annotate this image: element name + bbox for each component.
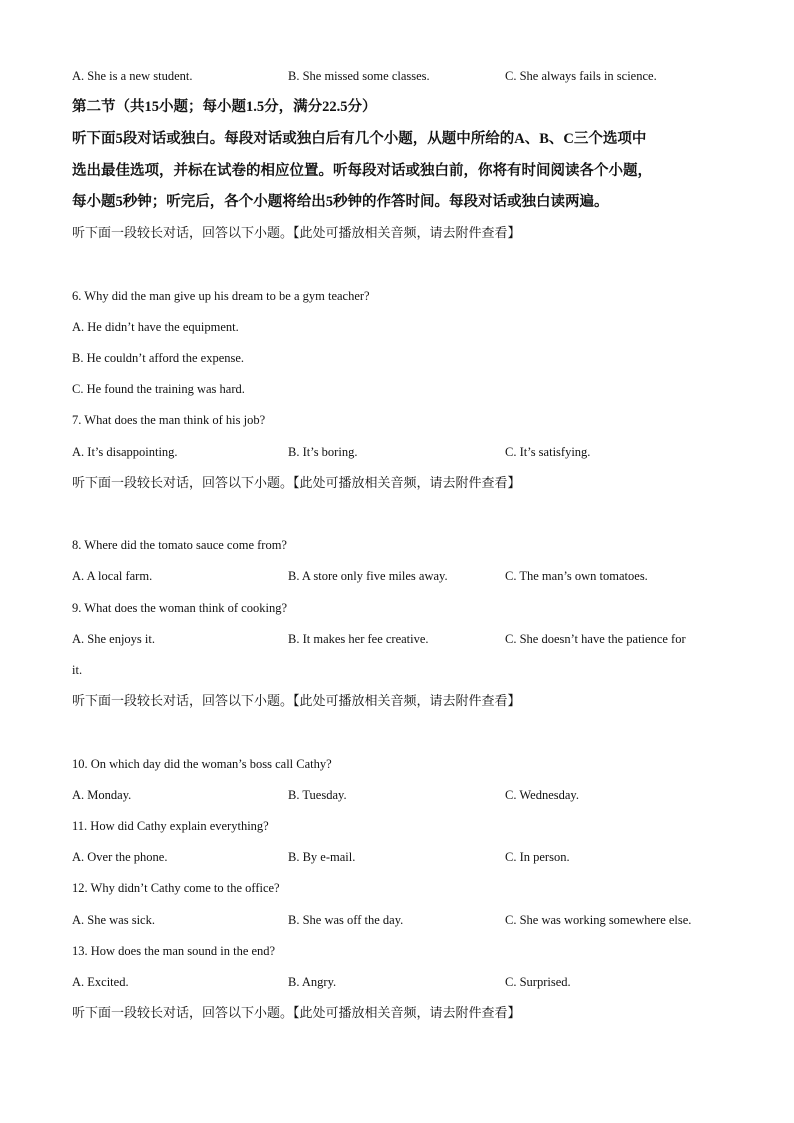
q11-stem: 11. How did Cathy explain everything? xyxy=(72,819,269,833)
q5-option-b: B. She missed some classes. xyxy=(288,69,430,83)
q11-option-b: B. By e-mail. xyxy=(288,850,356,864)
q12-option-b: B. She was off the day. xyxy=(288,913,404,927)
q8-option-a: A. A local farm. xyxy=(72,569,153,583)
q9-option-a: A. She enjoys it. xyxy=(72,632,155,646)
audio-note: 听下面一段较长对话，回答以下小题。【此处可播放相关音频，请去附件查看】 xyxy=(72,693,521,708)
q6-option-c: C. He found the training was hard. xyxy=(72,382,245,396)
section2-instructions-3: 每小题5秒钟；听完后，各个小题将给出5秒钟的作答时间。每段对话或独白读两遍。 xyxy=(72,194,609,210)
q6-option-a: A. He didn’t have the equipment. xyxy=(72,320,239,334)
q8-stem: 8. Where did the tomato sauce come from? xyxy=(72,538,287,552)
q6-option-b: B. He couldn’t afford the expense. xyxy=(72,351,245,365)
section2-title: 第二节（共15小题；每小题1.5分，满分22.5分） xyxy=(72,99,377,115)
q10-stem: 10. On which day did the woman’s boss call Cathy? xyxy=(72,757,332,771)
q9-option-b: B. It makes her fee creative. xyxy=(288,632,429,646)
q7-stem: 7. What does the man think of his job? xyxy=(72,413,266,427)
q10-option-a: A. Monday. xyxy=(72,788,132,802)
q13-option-b: B. Angry. xyxy=(288,975,337,989)
q12-stem: 12. Why didn’t Cathy come to the office? xyxy=(72,881,280,895)
q9-option-c-wrap: it. xyxy=(72,663,83,677)
q12-option-a: A. She was sick. xyxy=(72,913,155,927)
audio-note: 听下面一段较长对话，回答以下小题。【此处可播放相关音频，请去附件查看】 xyxy=(72,475,521,490)
q9-stem: 9. What does the woman think of cooking? xyxy=(72,601,288,615)
q7-option-c: C. It’s satisfying. xyxy=(505,445,591,459)
q7-option-a: A. It’s disappointing. xyxy=(72,445,178,459)
q13-stem: 13. How does the man sound in the end? xyxy=(72,944,276,958)
q7-option-b: B. It’s boring. xyxy=(288,445,358,459)
audio-note: 听下面一段较长对话，回答以下小题。【此处可播放相关音频，请去附件查看】 xyxy=(72,1005,521,1020)
section2-instructions-1: 听下面5段对话或独白。每段对话或独白后有几个小题，从题中所给的A、B、C三个选项中 xyxy=(72,131,647,147)
audio-note: 听下面一段较长对话，回答以下小题。【此处可播放相关音频，请去附件查看】 xyxy=(72,225,521,240)
q5-option-a: A. She is a new student. xyxy=(72,69,193,83)
q10-option-b: B. Tuesday. xyxy=(288,788,347,802)
q9-option-c: C. She doesn’t have the patience for xyxy=(505,632,686,646)
q8-option-b: B. A store only five miles away. xyxy=(288,569,448,583)
q5-option-c: C. She always fails in science. xyxy=(505,69,657,83)
q10-option-c: C. Wednesday. xyxy=(505,788,579,802)
q11-option-a: A. Over the phone. xyxy=(72,850,168,864)
q13-option-c: C. Surprised. xyxy=(505,975,571,989)
q6-stem: 6. Why did the man give up his dream to be a gym teacher? xyxy=(72,289,370,303)
q8-option-c: C. The man’s own tomatoes. xyxy=(505,569,648,583)
section2-instructions-2: 选出最佳选项，并标在试卷的相应位置。听每段对话或独白前，你将有时间阅读各个小题， xyxy=(72,163,652,179)
q12-option-c: C. She was working somewhere else. xyxy=(505,913,692,927)
q13-option-a: A. Excited. xyxy=(72,975,129,989)
q11-option-c: C. In person. xyxy=(505,850,570,864)
